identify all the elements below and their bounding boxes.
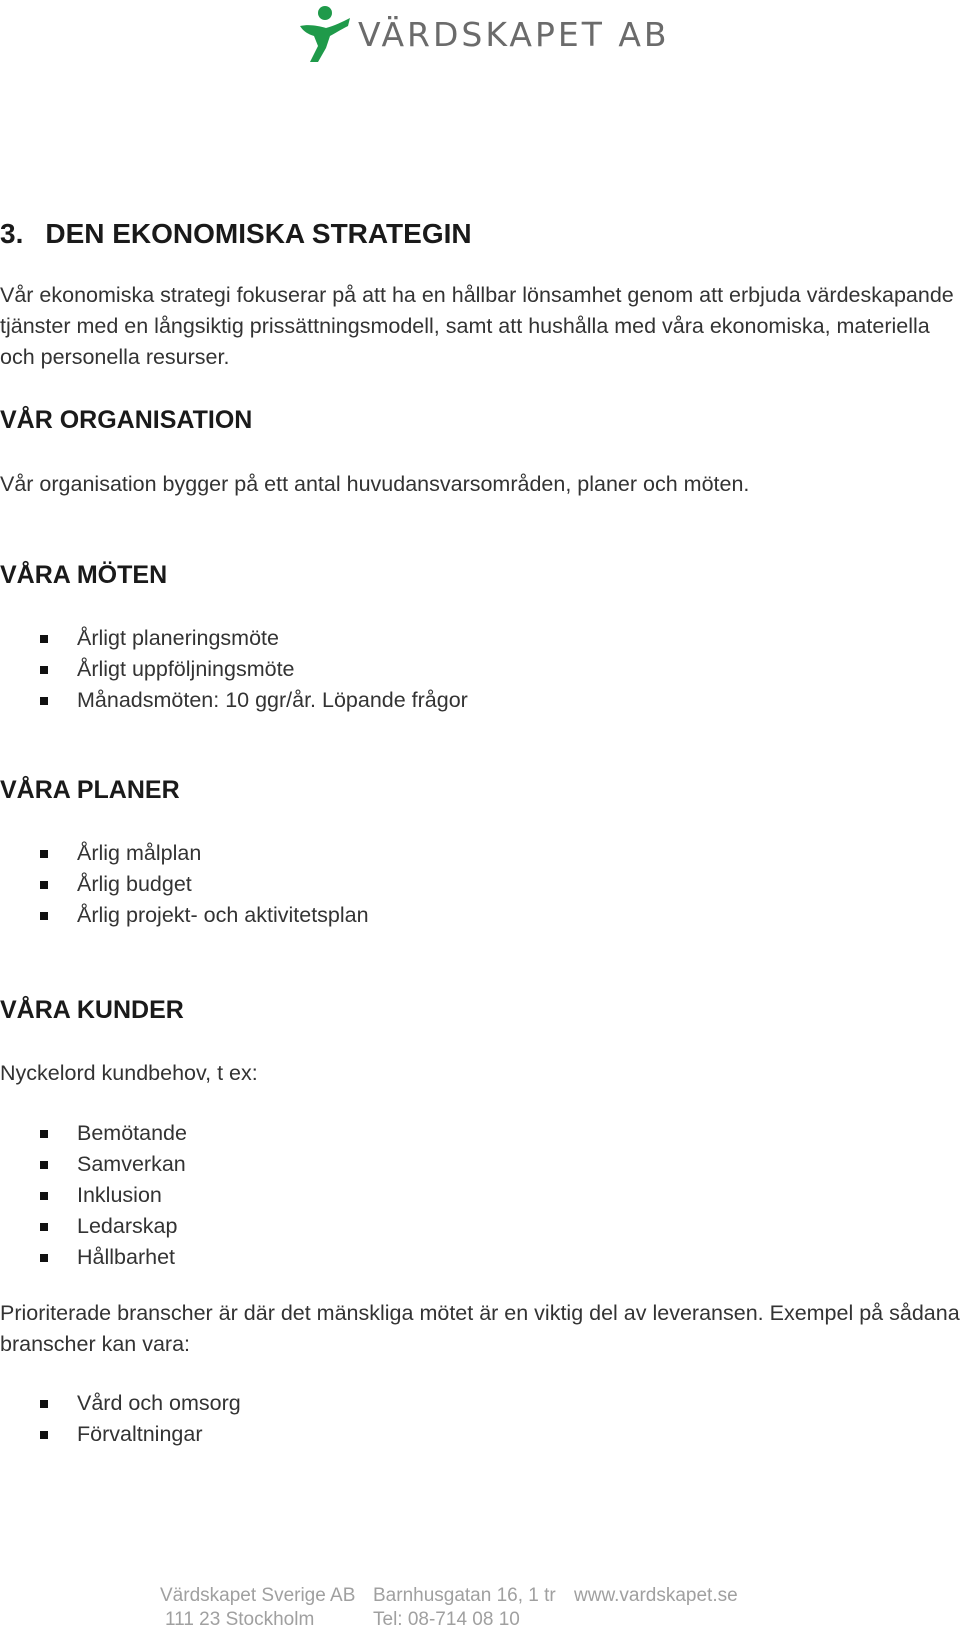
list-item-label: Årlig målplan (77, 841, 202, 865)
plans-list (0, 838, 369, 931)
list-item (0, 900, 369, 931)
bullet-square-icon (40, 850, 48, 858)
list-item-label: Ledarskap (77, 1214, 178, 1238)
bullet-square-icon (40, 1130, 48, 1138)
bullet-square-icon (40, 1223, 48, 1231)
list-item-label: Årlig projekt- och aktivitetsplan (77, 903, 369, 927)
list-item (0, 685, 468, 716)
list-item-label: Årligt planeringsmöte (77, 626, 279, 650)
customers-heading: VÅRA KUNDER (0, 996, 184, 1024)
footer-phone: Tel: 08-714 08 10 (373, 1609, 520, 1630)
list-item (0, 623, 468, 654)
branches-paragraph: Prioriterade branscher är där det mänskliga mötet är en viktig del av leveransen. Exempel på sådana branscher kan vara: (0, 1301, 960, 1356)
bullet-square-icon (40, 635, 48, 643)
bullet-square-icon (40, 1400, 48, 1408)
company-logo (296, 2, 670, 66)
meetings-heading: VÅRA MÖTEN (0, 561, 168, 589)
list-item (0, 1180, 187, 1211)
list-item (0, 1211, 187, 1242)
list-item (0, 1242, 187, 1273)
list-item-label: Månadsmöten: 10 ggr/år. Löpande frågor (77, 688, 468, 712)
page-footer (160, 1585, 760, 1633)
list-item-label: Vård och omsorg (77, 1391, 241, 1415)
bullet-square-icon (40, 1254, 48, 1262)
organisation-text: Vår organisation bygger på ett antal huvudansvarsområden, planer och möten. (0, 472, 750, 496)
list-item-label: Samverkan (77, 1152, 186, 1176)
footer-website[interactable]: www.vardskapet.se (574, 1585, 738, 1606)
plans-heading: VÅRA PLANER (0, 776, 180, 804)
section-heading (0, 218, 472, 250)
list-item (0, 1388, 241, 1419)
bullet-square-icon (40, 1161, 48, 1169)
section-title: DEN EKONOMISKA STRATEGIN (45, 218, 472, 249)
list-item (0, 869, 369, 900)
footer-postal: 111 23 Stockholm (165, 1609, 315, 1630)
bullet-square-icon (40, 697, 48, 705)
meetings-list (0, 623, 468, 716)
bullet-square-icon (40, 881, 48, 889)
intro-paragraph: Vår ekonomiska strategi fokuserar på att ha en hållbar lönsamhet genom att erbjuda värdeskapande tjänster med en långsiktig prissättningsmodell, samt att hushålla med våra ekonomiska, materiella och personella resurser. (0, 283, 954, 369)
list-item (0, 1149, 187, 1180)
logo-text: VÄRDSKAPET AB (358, 14, 670, 54)
footer-company: Värdskapet Sverige AB (160, 1585, 356, 1606)
customers-intro: Nyckelord kundbehov, t ex: (0, 1061, 258, 1085)
bullet-square-icon (40, 1431, 48, 1439)
list-item (0, 1419, 241, 1450)
bullet-square-icon (40, 912, 48, 920)
branches-list (0, 1388, 241, 1450)
footer-address: Barnhusgatan 16, 1 tr (373, 1585, 556, 1606)
person-figure-logo-icon (296, 4, 352, 64)
list-item-label: Hållbarhet (77, 1245, 175, 1269)
customer-needs-list (0, 1118, 187, 1273)
section-number: 3. (0, 218, 24, 249)
list-item-label: Bemötande (77, 1121, 187, 1145)
list-item (0, 1118, 187, 1149)
bullet-square-icon (40, 1192, 48, 1200)
list-item (0, 654, 468, 685)
list-item (0, 838, 369, 869)
list-item-label: Inklusion (77, 1183, 162, 1207)
list-item-label: Årlig budget (77, 872, 192, 896)
organisation-heading: VÅR ORGANISATION (0, 406, 253, 434)
list-item-label: Årligt uppföljningsmöte (77, 657, 295, 681)
bullet-square-icon (40, 666, 48, 674)
list-item-label: Förvaltningar (77, 1422, 203, 1446)
